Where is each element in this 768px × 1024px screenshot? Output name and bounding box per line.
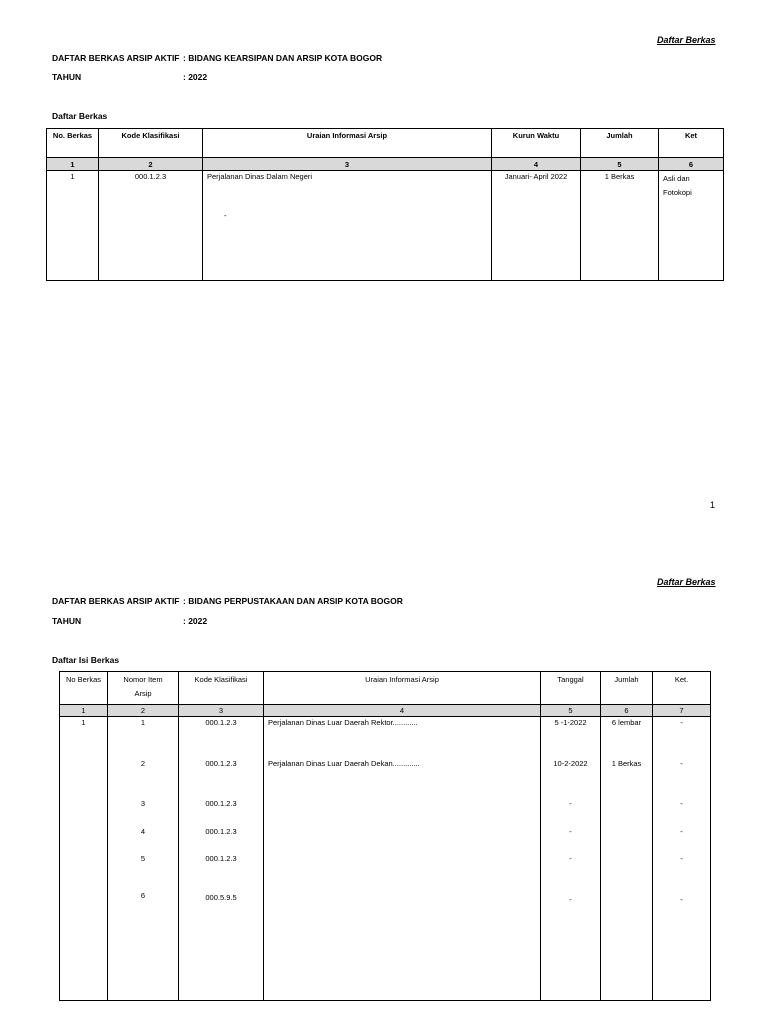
daftar-isi-berkas-table [59,671,711,1001]
daftar-berkas-header-link: Daftar Berkas [657,35,716,45]
col-num: 5 [541,705,601,717]
header-ket: Ket. [653,672,711,705]
tanggal-value: 10-2-2022 [553,759,588,768]
tanggal-value: 5 -1-2022 [554,718,587,727]
header-kode-klasifikasi: Kode Klasifikasi [179,672,264,705]
meta-label-arsip-aktif: DAFTAR BERKAS ARSIP AKTIF [52,53,180,63]
header-nomor-item-line1: Nomor Item [123,675,163,684]
item-number: 5 [140,854,146,863]
col-num: 6 [601,705,653,717]
section-title-daftar-isi-berkas: Daftar Isi Berkas [52,655,120,665]
meta-label-tahun-2: TAHUN [52,616,82,626]
ket-value: - [680,759,683,768]
col-tanggal [541,717,601,1001]
item-number: 1 [140,718,146,727]
column-number-row [60,705,711,717]
kode-value: 000.1.2.3 [205,854,237,863]
meta-value-bidang: : BIDANG KEARSIPAN DAN ARSIP KOTA BOGOR [183,53,383,63]
kode-value: 000.1.2.3 [205,827,237,836]
col-num: 1 [47,158,99,171]
col-num: 4 [492,158,581,171]
tanggal-value: - [569,895,572,904]
col-num: 6 [659,158,724,171]
table-row [47,171,724,281]
tanggal-value: - [569,827,572,836]
meta-label-arsip-aktif-2: DAFTAR BERKAS ARSIP AKTIF [52,596,180,606]
cell-no-berkas [60,717,108,1001]
col-num: 1 [60,705,108,717]
no-berkas-value: 1 [81,718,86,727]
tanggal-value: - [569,799,572,808]
col-num: 5 [581,158,659,171]
col-uraian [264,717,541,1001]
ket-value: - [680,799,683,808]
col-jumlah [601,717,653,1001]
col-kode-klasifikasi [179,717,264,1001]
cell-jumlah: 1 Berkas [581,171,659,281]
col-num: 7 [653,705,711,717]
item-number: 2 [140,759,146,768]
item-number: 6 [140,891,146,900]
col-num: 3 [179,705,264,717]
cell-no-berkas: 1 [47,171,99,281]
header-no-berkas: No Berkas [60,672,108,705]
uraian-value: Perjalanan Dinas Luar Daerah Dekan............. [268,759,420,768]
page-number: 1 [710,500,716,510]
ket-value: - [680,827,683,836]
ket-line-2: Fotokopi [663,188,692,197]
uraian-value: Perjalanan Dinas Luar Daerah Rektor............ [268,718,418,727]
meta-label-tahun: TAHUN [52,72,82,82]
col-num: 2 [99,158,203,171]
header-ket: Ket [659,129,724,158]
header-kurun-waktu: Kurun Waktu [492,129,581,158]
table-header-row [47,129,724,158]
header-uraian: Uraian Informasi Arsip [203,129,492,158]
item-number: 3 [140,799,146,808]
ket-line-1: Asli dan [663,174,690,183]
header-no-berkas: No. Berkas [47,129,99,158]
col-ket [653,717,711,1001]
header-uraian: Uraian Informasi Arsip [264,672,541,705]
cell-ket [659,171,724,281]
header-jumlah: Jumlah [581,129,659,158]
kode-value: 000.1.2.3 [205,759,237,768]
tanggal-value: - [569,854,572,863]
jumlah-value: 6 lembar [611,718,642,727]
daftar-berkas-table [46,128,724,281]
cell-kode: 000.1.2.3 [99,171,203,281]
kode-value: 000.5.9.5 [205,893,237,902]
col-num: 2 [108,705,179,717]
header-kode-klasifikasi: Kode Klasifikasi [99,129,203,158]
ket-value: - [680,718,683,727]
meta-value-bidang-2: : BIDANG PERPUSTAKAAN DAN ARSIP KOTA BOGOR [183,596,403,606]
header-jumlah: Jumlah [601,672,653,705]
uraian-text: Perjalanan Dinas Dalam Negeri [207,172,313,181]
cell-kurun-waktu: Januari- April 2022 [492,171,581,281]
cell-uraian [203,171,492,281]
item-number: 4 [140,827,146,836]
ket-value: - [680,895,683,904]
header-nomor-item-line2: Arsip [134,689,152,698]
daftar-berkas-header-link-2: Daftar Berkas [657,577,716,587]
section-title-daftar-berkas: Daftar Berkas [52,111,108,121]
col-nomor-item [108,717,179,1001]
col-num: 3 [203,158,492,171]
meta-value-tahun: : 2022 [183,72,208,82]
kode-value: 000.1.2.3 [205,799,237,808]
table-body-row [60,717,711,1001]
uraian-dash: - [224,211,227,220]
meta-value-tahun-2: : 2022 [183,616,208,626]
ket-value: - [680,854,683,863]
jumlah-value: 1 Berkas [611,759,642,768]
table-header-row [60,672,711,705]
header-nomor-item-arsip [108,672,179,705]
col-num: 4 [264,705,541,717]
header-tanggal: Tanggal [541,672,601,705]
column-number-row [47,158,724,171]
kode-value: 000.1.2.3 [205,718,237,727]
